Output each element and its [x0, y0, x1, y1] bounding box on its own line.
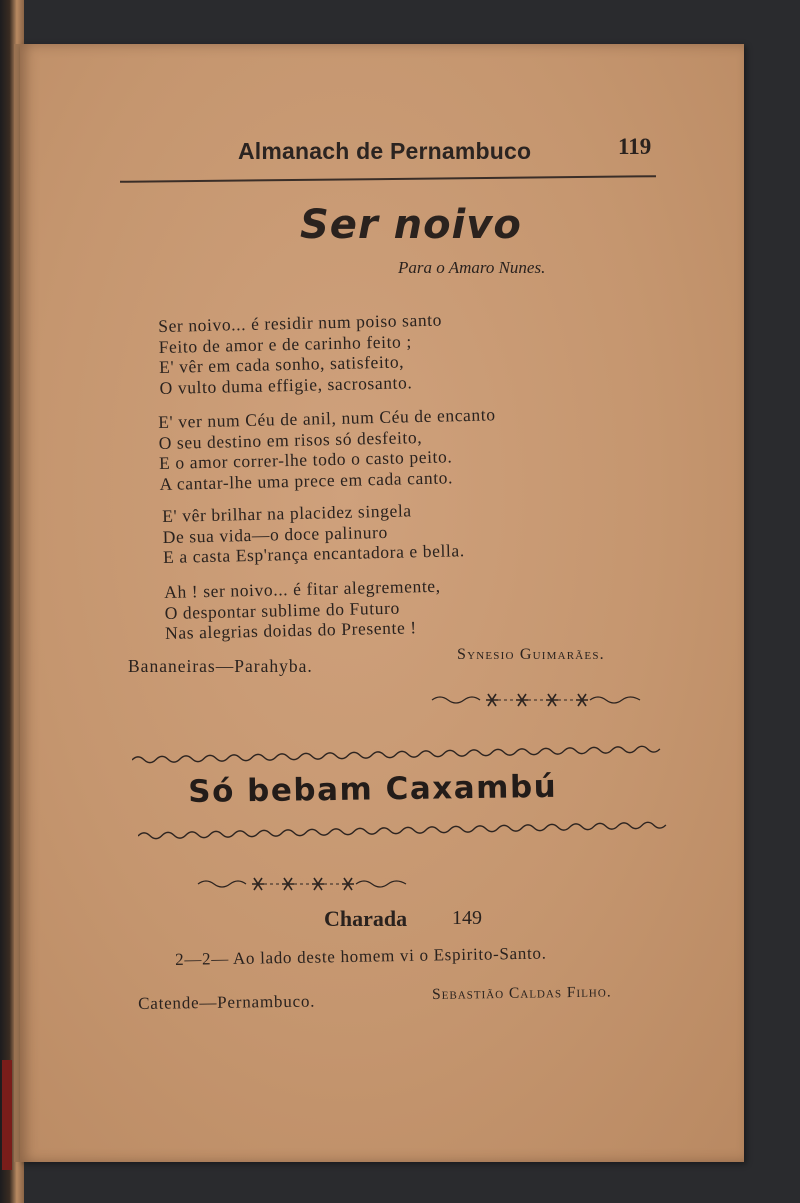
poem-stanza [162, 499, 465, 567]
header-rule [120, 175, 656, 183]
poem-line: Feito de amor e de carinho feito ; [158, 330, 413, 357]
poem-line: E a casta Esp'rança encantadora e bella. [162, 540, 465, 567]
poem-line: O vulto duma effigie, sacrosanto. [159, 371, 413, 398]
poem-line: E' vêr brilhar na placidez singela [162, 500, 412, 526]
poem-stanza [158, 404, 497, 494]
advert-title: Só bebam Caxambú [188, 768, 558, 810]
running-title: Almanach de Pernambuco [238, 138, 532, 164]
charada-place: Catende—Pernambuco. [138, 991, 316, 1013]
poem-line: Ser noivo... é residir num poiso santo [158, 309, 443, 336]
poem-line: Nas alegrias doidas do Presente ! [164, 617, 417, 643]
poem-line: De sua vida—o doce palinuro [162, 521, 389, 547]
charada-title: Charada [324, 906, 408, 931]
page-number: 119 [618, 134, 652, 159]
charada-number: 149 [452, 907, 482, 929]
poem-place: Bananeiras—Parahyba. [128, 656, 313, 676]
charada-author: Sebastião Caldas Filho. [432, 983, 612, 1003]
wavy-border-bottom [138, 820, 668, 842]
poem-author: Synesio Guimarães. [457, 646, 605, 663]
poem-title: Ser noivo [300, 202, 522, 248]
poem-line: Ah ! ser noivo... é fitar alegremente, [164, 575, 441, 602]
star-ornament [196, 876, 408, 892]
book-page [20, 44, 744, 1162]
poem-line: O seu destino em risos só desfeito, [158, 426, 423, 453]
poem-stanza [164, 576, 442, 644]
poem-line: E' vêr em cada sonho, satisfeito, [158, 351, 405, 377]
poem-line: A cantar-lhe uma prece em cada canto. [159, 466, 454, 494]
poem-stanza [158, 310, 444, 398]
poem-line: E o amor correr-lhe todo o casto peito. [158, 446, 453, 473]
charada-text: 2—2— Ao lado deste homem vi o Espirito-Santo. [175, 943, 547, 969]
poem-line: E' ver num Céu de anil, num Céu de encanto [158, 404, 496, 432]
poem-dedication: Para o Amaro Nunes. [398, 258, 546, 277]
poem-line: O despontar sublime do Futuro [164, 597, 401, 623]
wavy-border-top [132, 744, 668, 766]
star-ornament [430, 692, 642, 708]
spine-binding-strip [2, 1060, 12, 1170]
